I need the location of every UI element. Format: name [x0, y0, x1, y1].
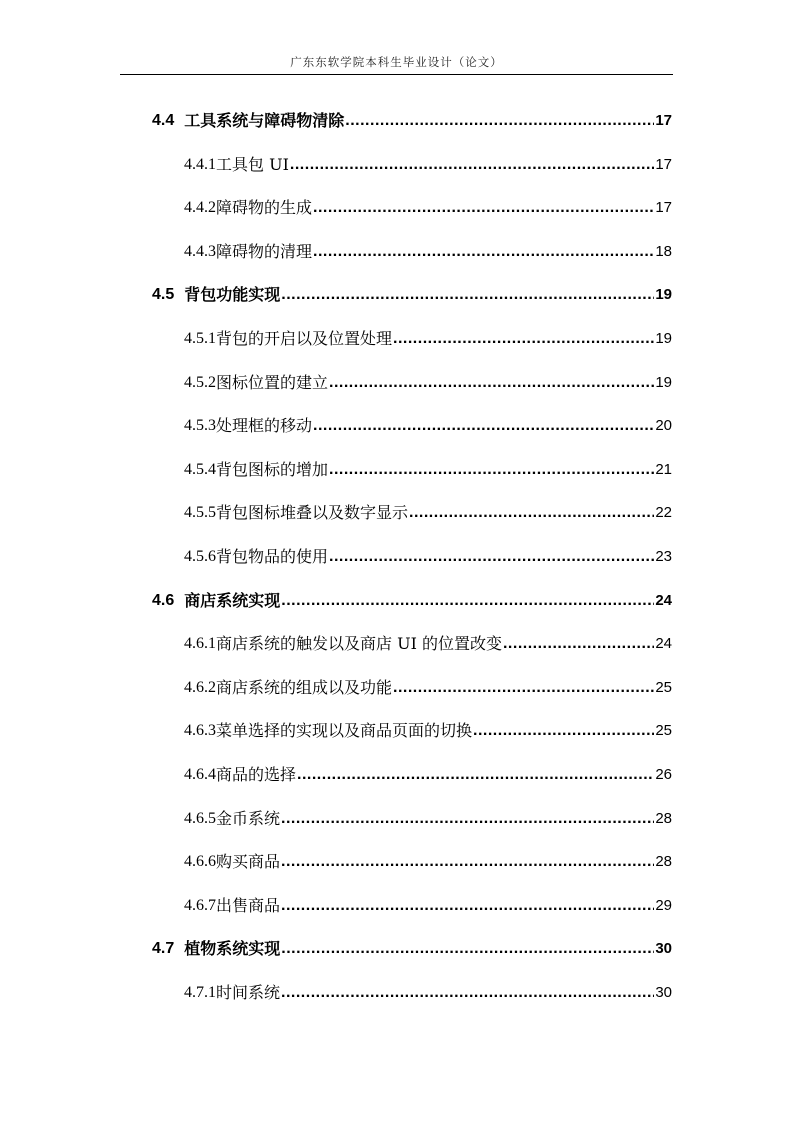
- toc-entry-number: 4.5.2: [184, 373, 216, 391]
- toc-entry-number: 4.6.5: [184, 809, 216, 827]
- toc-entry-title: 背包物品的使用: [216, 547, 329, 566]
- toc-dot-leader: [290, 154, 654, 176]
- toc-entry-number: 4.7.1: [184, 984, 216, 1001]
- toc-entry-number: 4.5.1: [184, 330, 216, 347]
- toc-entry-title: 工具系统与障碍物清除: [184, 111, 345, 130]
- toc-entry[interactable]: [152, 586, 672, 612]
- toc-entry-number: 4.6.2: [184, 678, 216, 696]
- toc-dot-leader: [313, 197, 654, 219]
- toc-entry[interactable]: [184, 629, 672, 655]
- toc-entry-number: 4.5: [152, 286, 175, 304]
- toc-entry-title: 购买商品: [216, 852, 281, 872]
- toc-entry[interactable]: [184, 150, 672, 176]
- toc-dot-leader: [503, 633, 654, 655]
- toc-dot-leader: [329, 546, 654, 568]
- toc-entry[interactable]: [184, 324, 672, 350]
- toc-entry-title: 金币系统: [216, 808, 281, 828]
- toc-entry-title: 商店系统实现: [184, 590, 281, 610]
- toc-entry[interactable]: [184, 716, 672, 742]
- toc-entry-title: 图标位置的建立: [216, 372, 329, 392]
- toc-entry-title: 植物系统实现: [184, 939, 281, 959]
- toc-entry-number: 4.5.6: [184, 548, 216, 565]
- toc-entry[interactable]: [184, 411, 672, 437]
- toc-dot-leader: [281, 982, 654, 1004]
- toc-dot-leader: [313, 241, 654, 263]
- toc-dot-leader: [409, 502, 654, 524]
- toc-entry-page-number: 25: [655, 678, 672, 696]
- toc-entry-title: 时间系统: [216, 983, 281, 1002]
- toc-entry-page-number: 21: [655, 460, 672, 478]
- toc-entry-title: 处理框的移动: [216, 416, 313, 436]
- toc-entry-title: 工具包 UI: [216, 154, 289, 174]
- toc-dot-leader: [329, 459, 654, 481]
- toc-dot-leader: [473, 720, 654, 742]
- toc-entry[interactable]: [152, 934, 672, 960]
- toc-entry-page-number: 25: [655, 722, 672, 740]
- header-rule: [120, 74, 673, 75]
- toc-entry-number: 4.4.1: [184, 155, 216, 173]
- toc-entry-title: 背包的开启以及位置处理: [216, 329, 393, 348]
- toc-entry-title: 障碍物的清理: [216, 241, 313, 261]
- toc-dot-leader: [281, 808, 654, 830]
- toc-entry-page-number: 30: [655, 984, 672, 1001]
- toc-entry[interactable]: [184, 455, 672, 481]
- toc-entry-number: 4.6.1: [184, 635, 216, 653]
- toc-entry-number: 4.6.6: [184, 853, 216, 871]
- toc-entry-page-number: 19: [655, 330, 672, 347]
- toc-dot-leader: [297, 764, 654, 786]
- toc-entry-page-number: 19: [655, 373, 672, 391]
- toc-entry-page-number: 24: [655, 591, 672, 609]
- toc-entry-page-number: 18: [655, 242, 672, 260]
- toc-entry-page-number: 17: [655, 199, 672, 217]
- toc-entry-page-number: 26: [655, 766, 672, 783]
- toc-entry-title: 菜单选择的实现以及商品页面的切换: [216, 721, 473, 741]
- toc-entry-page-number: 22: [655, 504, 672, 522]
- toc-entry-number: 4.7: [152, 940, 175, 958]
- toc-entry-title: 商品的选择: [216, 765, 297, 784]
- toc-entry[interactable]: [184, 891, 672, 917]
- toc-dot-leader: [281, 851, 654, 873]
- toc-entry-number: 4.5.5: [184, 504, 216, 522]
- toc-dot-leader: [281, 895, 654, 917]
- toc-entry-page-number: 17: [655, 112, 672, 129]
- toc-entry-page-number: 19: [655, 286, 672, 304]
- toc-entry-title: 商店系统的组成以及功能: [216, 677, 393, 697]
- toc-entry[interactable]: [184, 498, 672, 524]
- toc-entry-title: 背包图标堆叠以及数字显示: [216, 503, 409, 523]
- toc-entry[interactable]: [184, 368, 672, 394]
- toc-entry[interactable]: [184, 760, 672, 786]
- toc-dot-leader: [313, 415, 654, 437]
- toc-entry-page-number: 20: [655, 417, 672, 435]
- toc-dot-leader: [281, 938, 654, 960]
- toc-entry[interactable]: [184, 847, 672, 873]
- toc-entry-page-number: 24: [655, 635, 672, 653]
- toc-entry-number: 4.4.2: [184, 199, 216, 217]
- toc-entry-number: 4.6.3: [184, 722, 216, 740]
- toc-entry-page-number: 30: [655, 940, 672, 958]
- toc-dot-leader: [345, 110, 654, 132]
- toc-dot-leader: [329, 372, 654, 394]
- toc-entry-page-number: 29: [655, 896, 672, 914]
- toc-entry[interactable]: [184, 804, 672, 830]
- toc-entry[interactable]: [184, 237, 672, 263]
- toc-entry-number: 4.4.3: [184, 242, 216, 260]
- toc-entry-page-number: 28: [655, 809, 672, 827]
- toc-entry-title: 商店系统的触发以及商店 UI 的位置改变: [216, 634, 502, 654]
- toc-entry[interactable]: [184, 978, 672, 1004]
- toc-dot-leader: [281, 590, 654, 612]
- toc-entry[interactable]: [184, 542, 672, 568]
- page-header: 广东东软学院本科生毕业设计（论文）: [290, 55, 503, 69]
- toc-entry[interactable]: [152, 280, 672, 306]
- toc-entry-number: 4.6.4: [184, 766, 216, 783]
- toc-entry-number: 4.6.7: [184, 896, 216, 914]
- toc-entry-title: 出售商品: [216, 895, 281, 915]
- toc-entry-page-number: 28: [655, 853, 672, 871]
- toc-dot-leader: [393, 328, 654, 350]
- toc-dot-leader: [281, 284, 654, 306]
- toc-entry-page-number: 23: [655, 548, 672, 565]
- toc-entry[interactable]: [152, 106, 672, 132]
- toc-entry-title: 背包图标的增加: [216, 459, 329, 479]
- toc-entry[interactable]: [184, 673, 672, 699]
- toc-entry-title: 障碍物的生成: [216, 198, 313, 218]
- toc-entry-number: 4.5.3: [184, 417, 216, 435]
- toc-entry-page-number: 17: [655, 155, 672, 173]
- toc-entry-number: 4.5.4: [184, 460, 216, 478]
- toc-entry[interactable]: [184, 193, 672, 219]
- toc-dot-leader: [393, 677, 654, 699]
- toc-entry-title: 背包功能实现: [184, 285, 281, 305]
- toc-entry-number: 4.4: [152, 112, 175, 129]
- toc-entry-number: 4.6: [152, 591, 175, 609]
